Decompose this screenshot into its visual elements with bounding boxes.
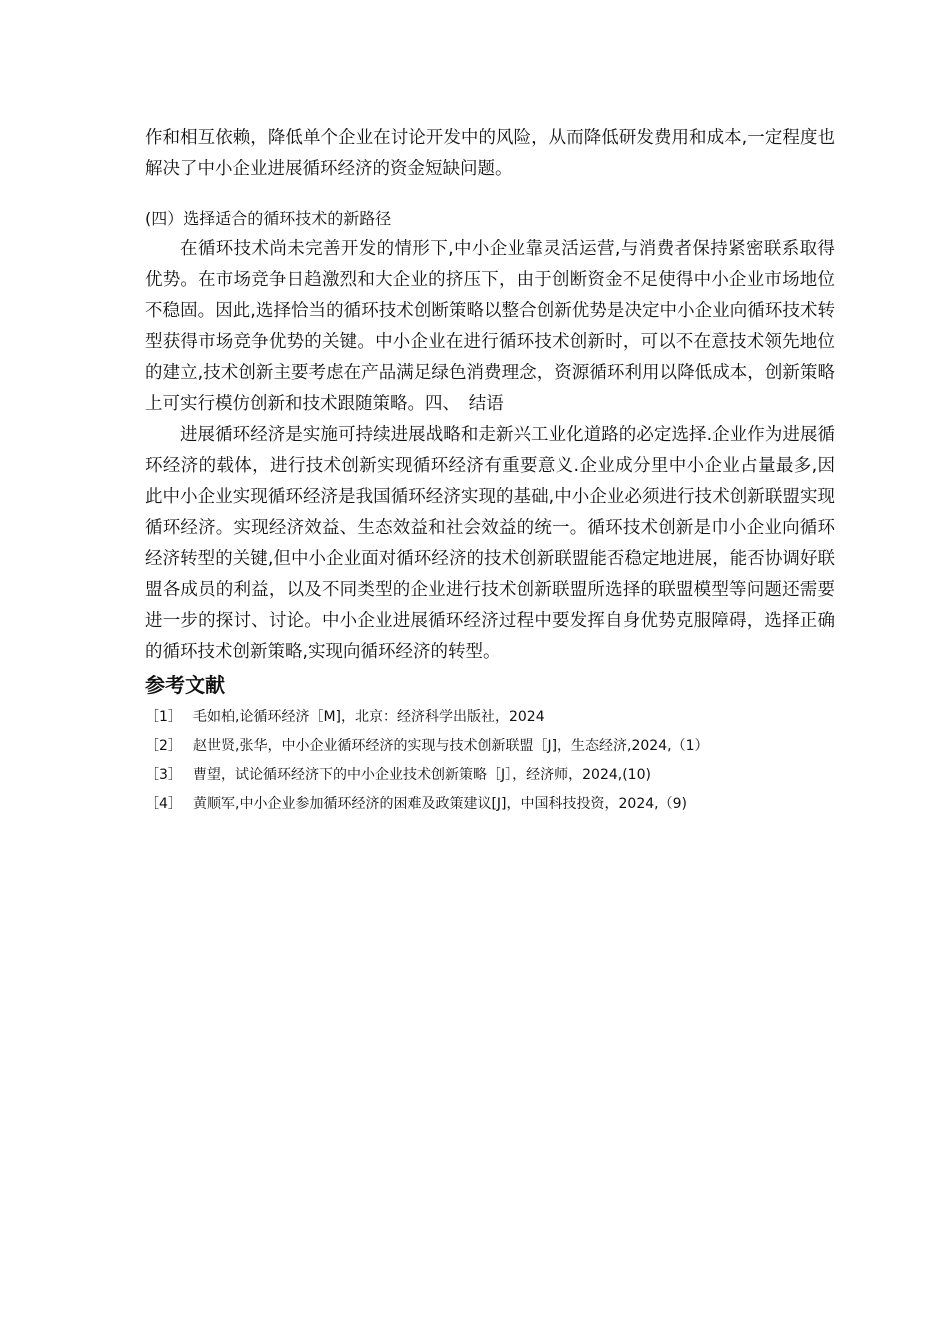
intro-paragraph: 作和相互依赖，降低单个企业在讨论开发中的风险，从而降低研发费用和成本,一定程度也解决了中小企业进展循环经济的资金短缺问题。 (145, 128, 835, 179)
section-heading: (四）选择适合的循环技术的新路径 (145, 209, 392, 228)
reference-item (145, 732, 835, 761)
reference-number: ［4］ (145, 796, 182, 812)
section-body-paragraph: 在循环技术尚未完善开发的情形下,中小企业靠灵活运营,与消费者保持紧密联系取得优势。在市场竞争日趋激烈和大企业的挤压下，由于创断资金不足使得中小企业市场地位不稳固。因此,选择恰当的循环技术创断策略以整合创新优势是决定中小企业向循环技术转型获得市场竞争优势的关键。中小企业在进行循环技术创新时，可以不在意技术领先地位的建立,技术创新主要考虑在产品满足绿色消费理念，资源循环利用以降低成本，创新策略上可实行模仿创新和技术跟随策略。四、 结语 (145, 239, 835, 414)
reference-text: 曹望，试论循环经济下的中小企业技术创新策略［J］，经济师，2024,(10) (193, 767, 651, 783)
reference-number: ［2］ (145, 738, 182, 754)
conclusion-paragraph: 进展循环经济是实施可持续进展战略和走新兴工业化道路的必定选择.企业作为进展循环经济的载体，进行技术创新实现循环经济有重要意义.企业成分里中小企业占量最多,因此中小企业实现循环经济是我国循环经济实现的基础,中小企业必须进行技术创新联盟实现循环经济。实现经济效益、生态效益和社会效益的统一。循环技术创新是巾小企业向循环经济转型的关键,但中小企业面对循环经济的技术创新联盟能否稳定地进展，能否协调好联盟各成员的利益，以及不同类型的企业进行技术创新联盟所选择的联盟模型等问题还需要进一步的探讨、讨论。中小企业进展循环经济过程中要发挥自身优势克服障碍，选择正确的循环技术创新策略,实现向循环经济的转型。 (145, 425, 835, 662)
reference-text: 赵世贤,张华，中小企业循环经济的实现与技术创新联盟［J]，生态经济,2024,（1） (193, 738, 709, 754)
reference-item (145, 790, 835, 819)
references-title: 参考文献 (145, 673, 225, 697)
reference-item (145, 703, 835, 732)
reference-text: 毛如柏,论循环经济［M]，北京：经济科学出版社，2024 (193, 709, 545, 725)
reference-text: 黄顺军,中小企业参加循环经济的困难及政策建议[J]，中国科技投资，2024,（9) (193, 796, 687, 812)
references-list (145, 703, 835, 819)
reference-number: ［3］ (145, 767, 182, 783)
spacer (145, 185, 835, 203)
reference-item (145, 761, 835, 790)
reference-number: ［1］ (145, 709, 182, 725)
document-page (145, 123, 835, 819)
